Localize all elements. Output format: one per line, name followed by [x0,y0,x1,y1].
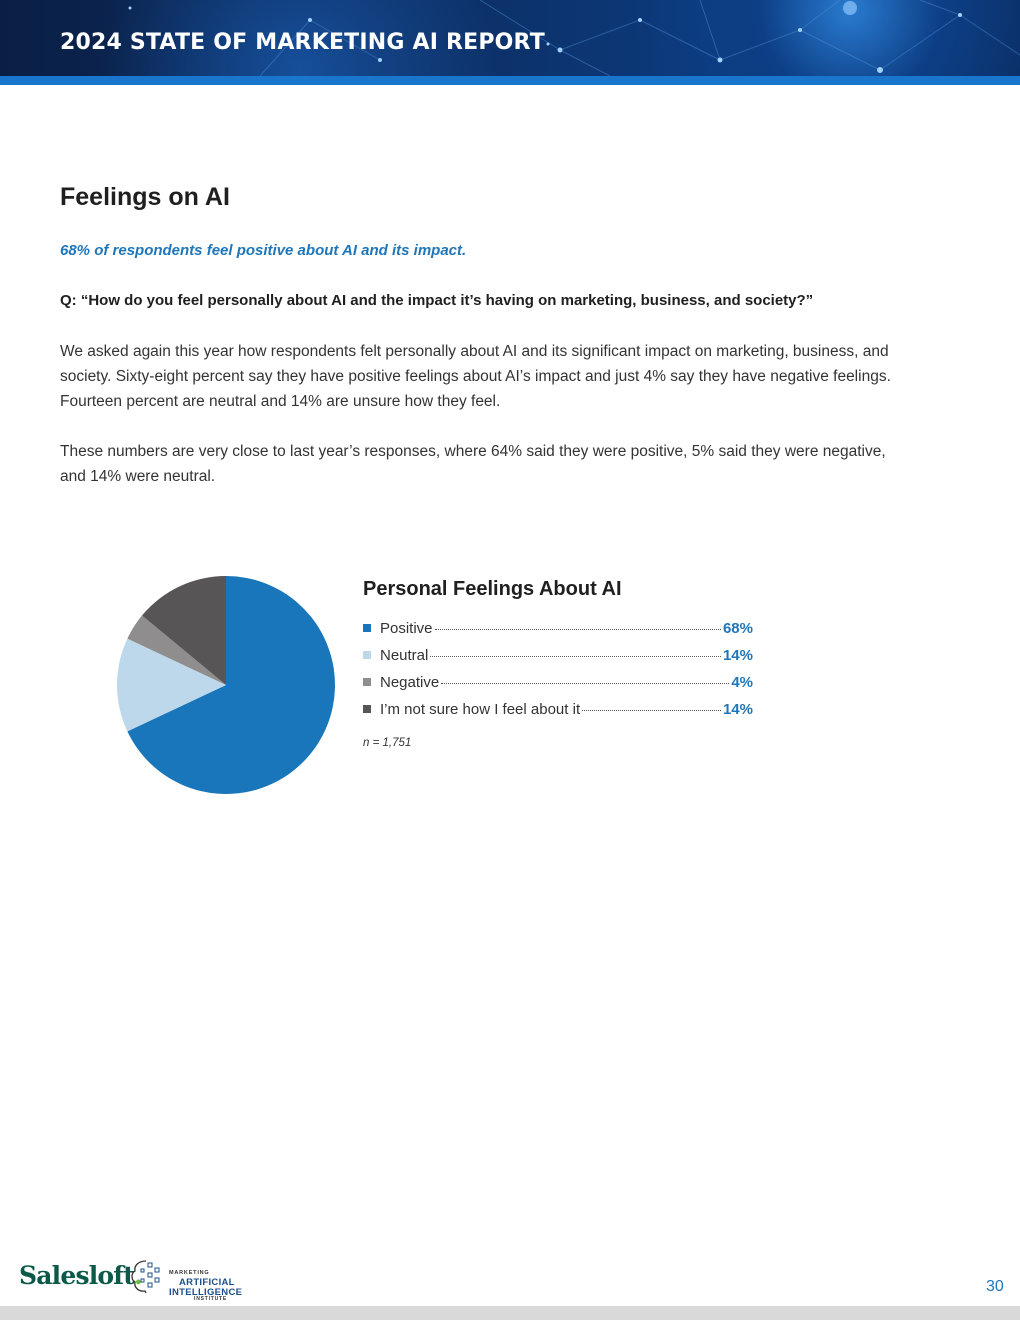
leader-dots [441,683,729,684]
legend-label: Neutral [380,647,429,664]
legend-swatch [363,624,371,632]
section-title: Feelings on AI [60,183,230,211]
survey-question: Q: “How do you feel personally about AI and the impact it’s having on marketing, business, and society?” [60,292,814,309]
report-header [0,0,1020,76]
legend-item [363,620,753,647]
pie-chart [112,570,342,800]
body-paragraph: These numbers are very close to last year’s responses, where 64% said they were positive, 5% said they were negative, and 14% were neutral. [60,443,886,485]
legend-value: 68% [722,620,753,637]
legend-item [363,674,753,701]
body-paragraph: We asked again this year how respondents felt personally about AI and its significant impact on marketing, business, and society. Sixty-eight percent say they have positive feelings about AI’s impact and just 4% say they have negative feelings. Fourteen percent are neutral and 14% are unsure how they feel. [60,343,891,410]
legend-label: Positive [380,620,433,637]
legend-item [363,701,753,728]
page-number: 30 [986,1278,1004,1295]
partner-logo-line1: ARTIFICIAL [179,1277,235,1288]
leader-dots [430,656,721,657]
chart-title: Personal Feelings About AI [363,578,622,600]
legend-swatch [363,705,371,713]
sample-size-note: n = 1,751 [363,737,412,749]
partner-logo-top: MARKETING [169,1270,210,1276]
salesloft-logo-text: Salesloft [19,1261,135,1290]
legend-item [363,647,753,674]
legend-swatch [363,678,371,686]
partner-logo-line2: INTELLIGENCE [169,1286,243,1298]
salesloft-logo [19,1261,142,1290]
legend-value: 4% [731,674,753,691]
brain-icon [128,1257,168,1297]
key-finding: 68% of respondents feel positive about AI and its impact. [60,242,467,259]
legend-swatch [363,651,371,659]
legend-value: 14% [722,701,753,718]
salesloft-logo-dot: . [134,1261,142,1290]
footer-bar [0,1306,1020,1320]
legend-value: 14% [722,647,753,664]
header-accent-bar [0,76,1020,85]
leader-dots [582,710,721,711]
partner-logo-bottom: INSTITUTE [194,1296,228,1302]
legend-label: Negative [380,674,440,691]
legend-label: I’m not sure how I feel about it [380,701,581,718]
marketing-ai-institute-logo [169,1262,242,1302]
chart-legend [363,620,753,728]
report-title: 2024 STATE OF MARKETING AI REPORT [60,30,545,55]
leader-dots [435,629,721,630]
